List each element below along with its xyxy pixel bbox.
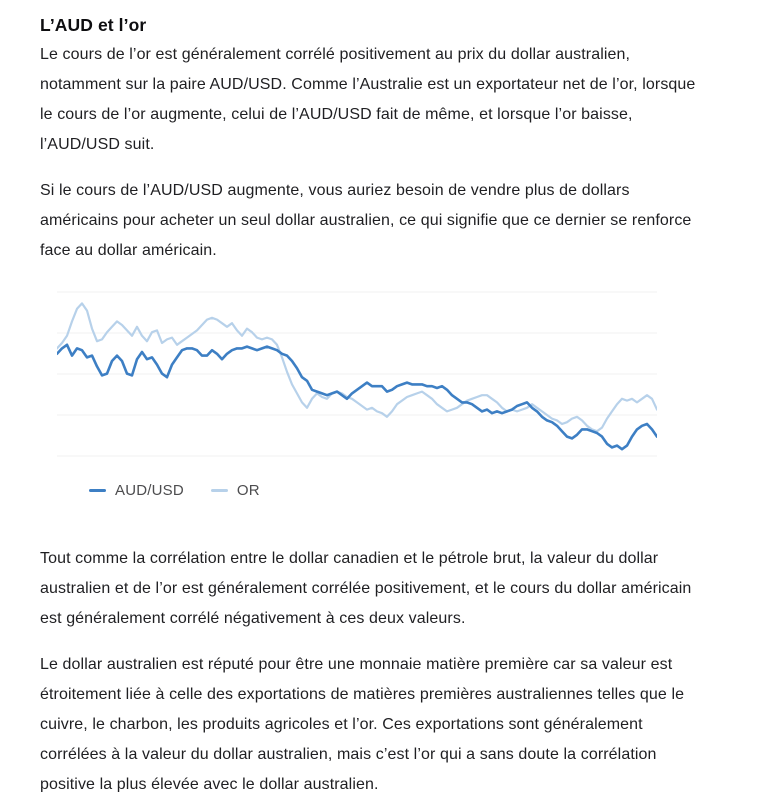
- legend-label-or: OR: [236, 481, 260, 499]
- legend-item-audusd: [89, 482, 184, 499]
- line-chart-canvas: [57, 284, 657, 469]
- legend-label-audusd: AUD/USD: [115, 481, 184, 499]
- paragraph-correlation: Tout comme la corrélation entre le dollar canadien et le pétrole brut, la valeur du dollar australien et de l’or est généralement corrélée positivement, et le cours du dollar américain est généralement corrélé négativement à ces deux valeurs.: [40, 550, 692, 627]
- aud-gold-chart-figure: [57, 284, 715, 500]
- paragraph-commodity-currency: Le dollar australien est réputé pour être une monnaie matière première car sa valeur est étroitement liée à celle des exportations de matières premières australiennes telles que le cuivre, le charbon, les produits agricoles et l’or. Ces exportations sont généralement corrélées à la valeur du dollar australien, mais c’est l’or qui a sans doute la corrélation positive la plus élevée avec le dollar australien.: [40, 656, 685, 792]
- legend-item-or: [211, 482, 260, 499]
- paragraph-audusd-explanation: Si le cours de l’AUD/USD augmente, vous auriez besoin de vendre plus de dollars américains pour acheter un seul dollar australien, ce qui signifie que ce dernier se renforce face au dollar américain.: [40, 182, 692, 259]
- or-line-swatch: [211, 489, 228, 492]
- article-title: L’AUD et l’or: [40, 15, 147, 35]
- chart-legend: [57, 480, 715, 500]
- audusd-line-swatch: [89, 489, 106, 492]
- paragraph-intro: Le cours de l’or est généralement corrélé positivement au prix du dollar australien, notamment sur la paire AUD/USD. Comme l’Australie est un exportateur net de l’or, lorsque le cours de l’or augmente, celui de l’AUD/USD fait de même, et lorsque l’or baisse, l’AUD/USD suit.: [40, 46, 696, 153]
